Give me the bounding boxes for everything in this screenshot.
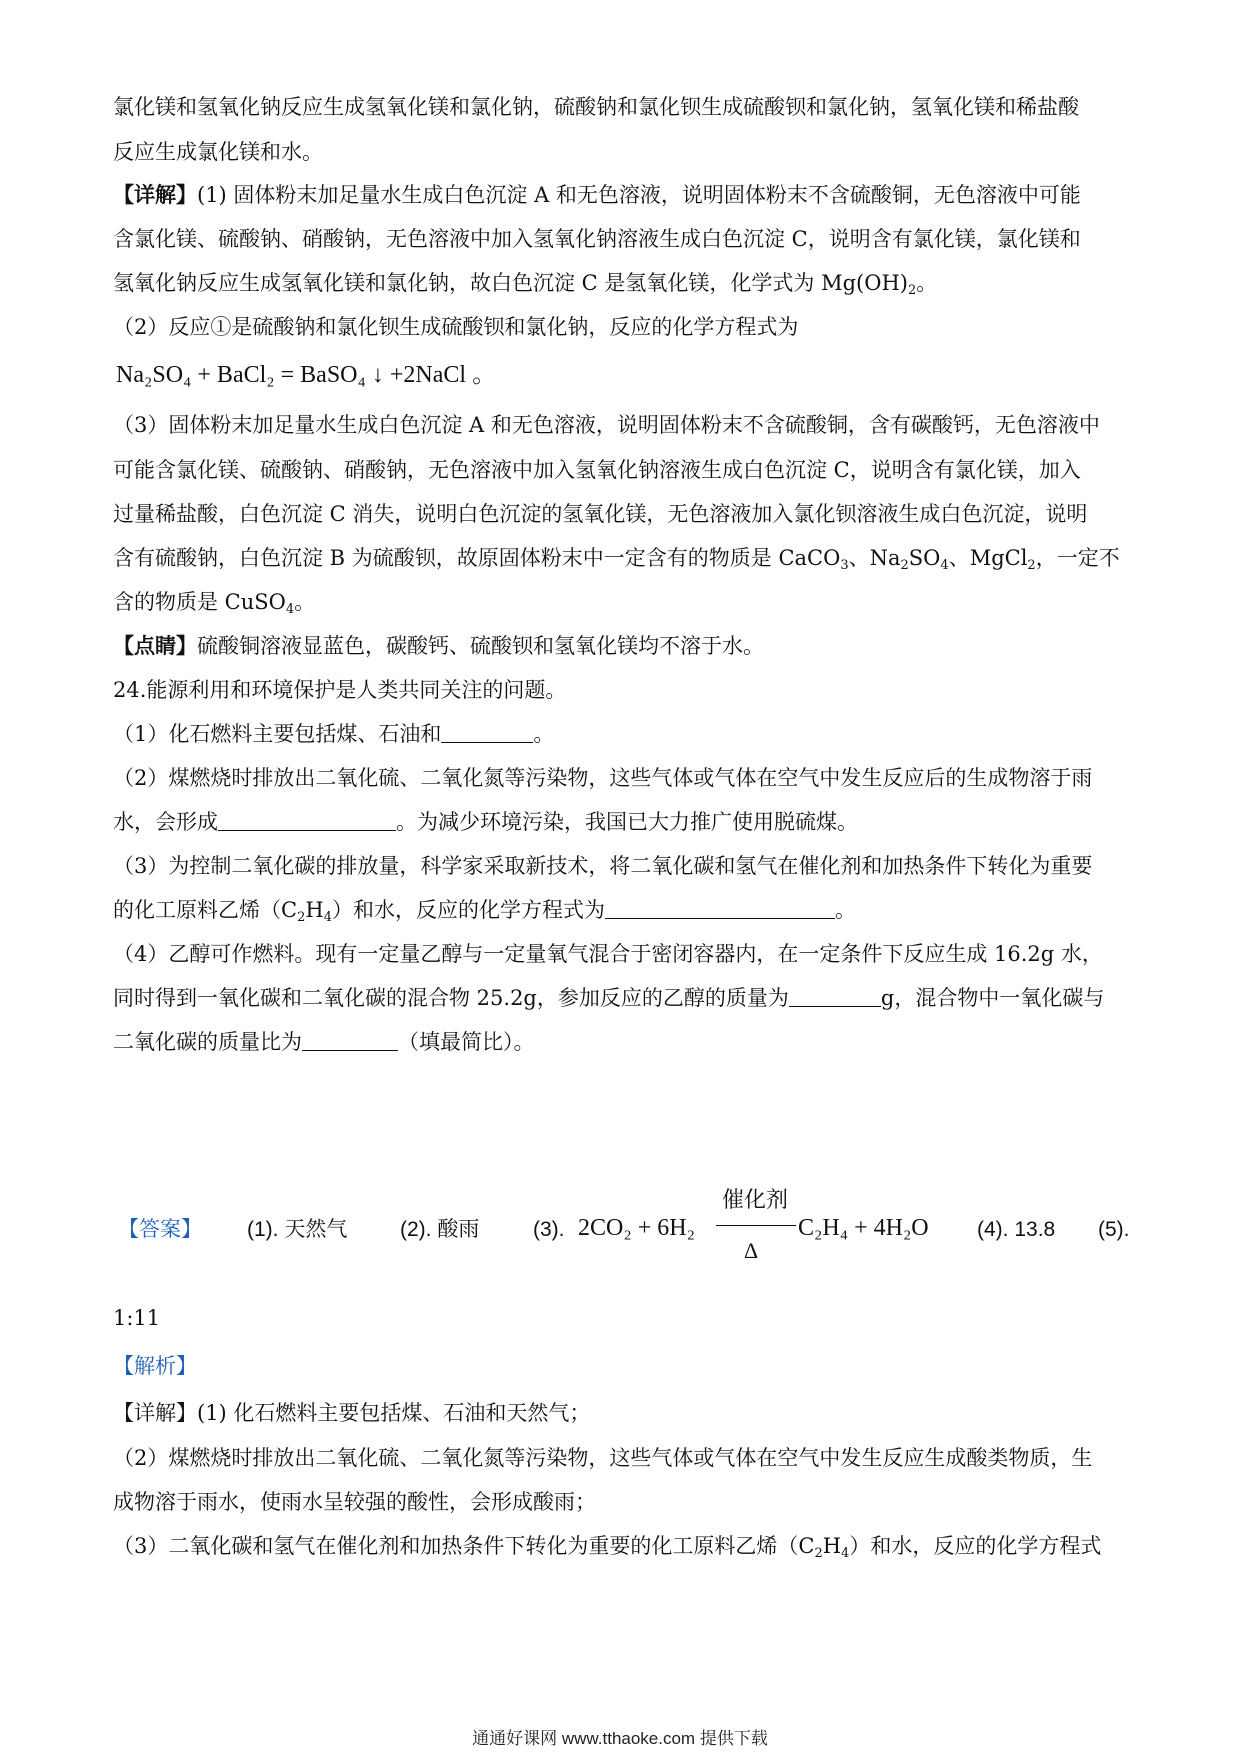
text-segment: 。为减少环境污染，我国已大力推广使用脱硫煤。 (396, 810, 858, 834)
text-line: 反应生成氯化镁和水。 (113, 140, 323, 164)
text-line: 成物溶于雨水，使雨水呈较强的酸性，会形成酸雨； (113, 1490, 596, 1514)
answer-blank[interactable] (789, 986, 881, 1007)
subscript: 2 (900, 558, 909, 573)
answer-blank[interactable] (441, 722, 533, 743)
text-segment: 含的物质是 CuSO (113, 590, 286, 614)
question-line (113, 807, 1133, 837)
text-line (113, 268, 1133, 298)
text-line: 过量稀盐酸，白色沉淀 C 消失，说明白色沉淀的氢氧化镁，无色溶液加入氯化钡溶液生成白色沉淀，说明 (113, 502, 1088, 526)
punct: 。 (916, 271, 938, 295)
subscript: 3 (840, 558, 849, 573)
text-line (113, 543, 1133, 573)
text-segment: 硫酸铜溶液显蓝色，碳酸钙、硫酸钡和氢氧化镁均不溶于水。 (197, 634, 764, 658)
text-segment: g，混合物中一氧化碳与 (880, 986, 1105, 1010)
answer-2: (2). 酸雨 (400, 1218, 480, 1241)
analysis-label: 【解析】 (113, 1354, 197, 1378)
text-line: 氯化镁和氢氧化钠反应生成氢氧化镁和氯化钠，硫酸钠和氯化钡生成硫酸钡和氯化钠，氢氧化镁和稀盐酸 (113, 95, 1079, 119)
text-segment: ）和水，反应的化学方程式为 (331, 898, 605, 922)
text-segment: ）和水，反应的化学方程式 (849, 1534, 1102, 1558)
subscript: 2 (907, 283, 917, 298)
text-segment: 氢氧化钠反应生成氢氧化镁和氯化钠，故白色沉淀 C 是氢氧化镁，化学式为 Mg(OH) (113, 271, 908, 295)
question-line (113, 895, 1133, 925)
text-segment: 同时得到一氧化碳和二氧化碳的混合物 25.2g，参加反应的乙醇的质量为 (113, 986, 789, 1010)
subscript: 2 (1027, 558, 1036, 573)
text-line: （2）煤燃烧时排放出二氧化硫、二氧化氮等污染物，这些气体或气体在空气中发生反应后的生成物溶于雨 (113, 766, 1093, 790)
equation-left: 2CO₂ + 6H₂ (578, 1215, 695, 1241)
text-line: 含氯化镁、硫酸钠、硝酸钠，无色溶液中加入氢氧化钠溶液生成白色沉淀 C，说明含有氯化镁，氯化镁和 (113, 227, 1081, 251)
equation-right: C₂H₄ + 4H₂O (798, 1215, 929, 1241)
text-line: 可能含氯化镁、硫酸钠、硝酸钠，无色溶液中加入氢氧化钠溶液生成白色沉淀 C，说明含有氯化镁，加入 (113, 458, 1081, 482)
comment-line (113, 631, 1133, 661)
punct: 、 (848, 546, 870, 570)
text-line: （2）煤燃烧时排放出二氧化硫、二氧化氮等污染物，这些气体或气体在空气中发生反应生成酸类物质，生 (113, 1446, 1093, 1470)
answer-label: 【答案】 (118, 1218, 202, 1241)
text-line: （4）乙醇可作燃料。现有一定量乙醇与一定量氧气混合于密闭容器内，在一定条件下反应生成 16.2g 水， (113, 942, 1103, 966)
punct: 。 (834, 898, 856, 922)
formula: H (305, 898, 324, 922)
text-line (113, 1531, 1133, 1561)
question-title: 24.能源利用和环境保护是人类共同关注的问题。 (113, 678, 567, 702)
punct: 。 (533, 722, 555, 746)
answer-blank[interactable] (218, 810, 396, 831)
answer-5-value: 1:11 (113, 1306, 161, 1330)
text-line: （3）固体粉末加足量水生成白色沉淀 A 和无色溶液，说明固体粉末不含硫酸铜，含有碳酸钙，无色溶液中 (113, 413, 1100, 437)
text-segment: 含有硫酸钠，白色沉淀 B 为硫酸钡，故原固体粉末中一定含有的物质是 CaCO (113, 546, 841, 570)
answer-4: (4). 13.8 (977, 1218, 1056, 1241)
text-line: 【详解】(1) 化石燃料主要包括煤、石油和天然气； (113, 1401, 591, 1425)
text-segment: （填最简比）。 (398, 1030, 535, 1054)
punct: 、 (948, 546, 970, 570)
answer-5-label: (5). (1098, 1218, 1130, 1241)
text-line: （3）为控制二氧化碳的排放量，科学家采取新技术，将二氧化碳和氢气在催化剂和加热条件下转化为重要 (113, 854, 1093, 878)
text-line: (1) 固体粉末加足量水生成白色沉淀 A 和无色溶液，说明固体粉末不含硫酸铜，无色溶液中可能 (197, 183, 1081, 207)
answer-3-label: (3). (533, 1218, 565, 1241)
subscript: 4 (285, 602, 295, 617)
text-segment: （3）二氧化碳和氢气在催化剂和加热条件下转化为重要的化工原料乙烯（C (113, 1534, 815, 1558)
text-line: （2）反应①是硫酸钠和氯化钡生成硫酸钡和氯化钠，反应的化学方程式为 (113, 315, 799, 339)
answer-1: (1). 天然气 (247, 1218, 348, 1241)
question-line (113, 983, 1133, 1013)
formula: SO (908, 546, 941, 570)
text-segment: 水，会形成 (113, 810, 218, 834)
detail-line (113, 180, 1133, 210)
text-segment: （1）化石燃料主要包括煤、石油和 (113, 722, 442, 746)
answer-blank[interactable] (302, 1030, 398, 1051)
subscript: 4 (841, 1546, 850, 1561)
question-line (113, 1027, 1133, 1057)
page-footer: 通通好课网 www.tthaoke.com 提供下载 (472, 1729, 768, 1748)
formula: Na (869, 546, 901, 570)
formula: MgCl (969, 546, 1028, 570)
question-line (113, 719, 1133, 749)
text-line (113, 587, 1133, 617)
text-segment: ，一定不 (1035, 546, 1120, 570)
reaction-arrow-line (716, 1225, 796, 1226)
catalyst-label: 催化剂 (722, 1188, 789, 1213)
subscript: 4 (323, 910, 332, 925)
answer-blank[interactable] (605, 898, 835, 919)
subscript: 2 (297, 910, 306, 925)
heat-symbol: Δ (744, 1238, 759, 1263)
detail-label: 【详解】 (113, 182, 197, 207)
text-segment: 二氧化碳的质量比为 (113, 1030, 302, 1054)
subscript: 2 (814, 1546, 823, 1561)
text-segment: 的化工原料乙烯（C (113, 898, 298, 922)
punct: 。 (294, 590, 316, 614)
subscript: 4 (940, 558, 949, 573)
comment-label: 【点睛】 (113, 633, 197, 658)
chemical-equation: Na₂SO₄ + BaCl₂ = BaSO₄ ↓ +2NaCl 。 (116, 362, 497, 388)
formula: H (822, 1534, 842, 1558)
